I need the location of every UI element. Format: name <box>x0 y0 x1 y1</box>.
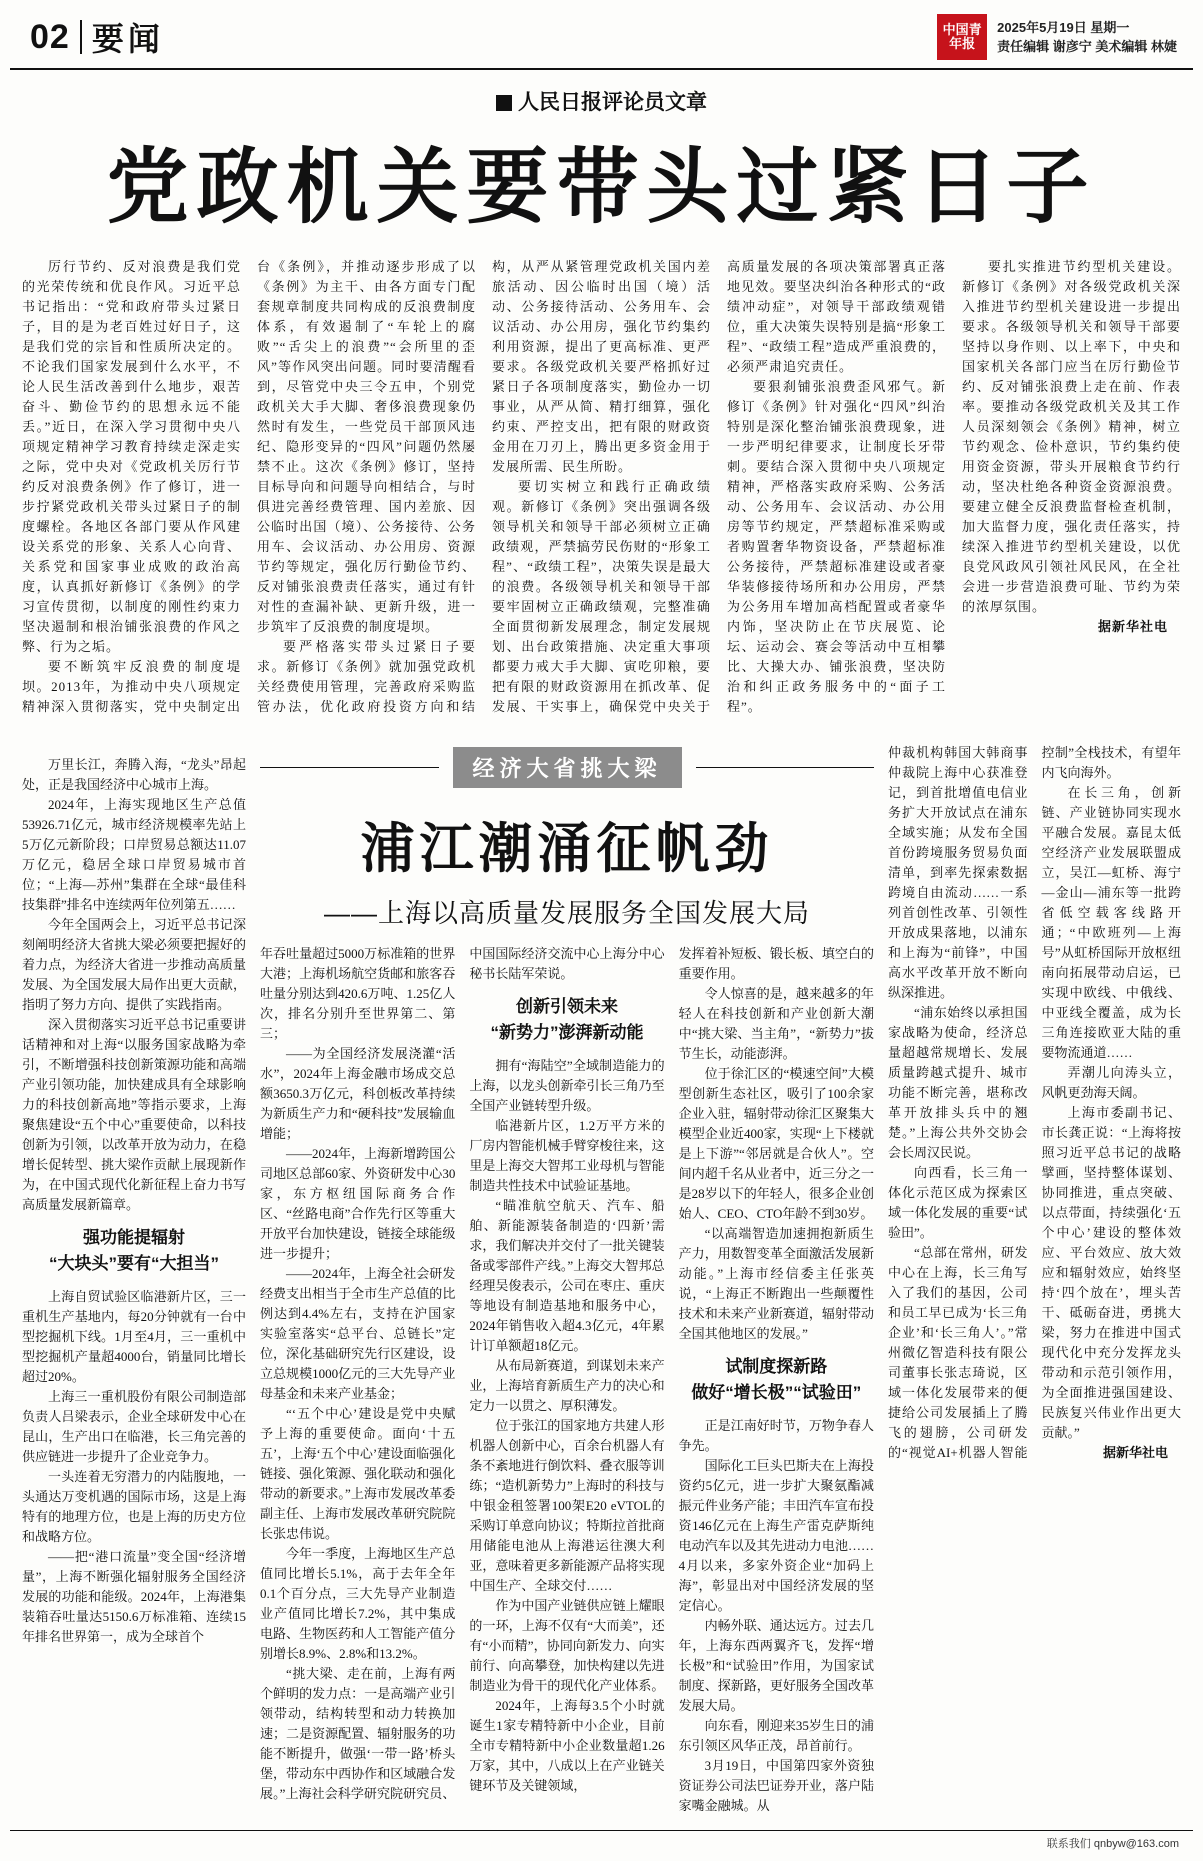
header-divider <box>80 20 82 54</box>
feature-middle-block <box>260 743 874 1816</box>
date-line: 2025年5月19日 星期一 <box>997 20 1130 35</box>
paragraph: 深入贯彻落实习近平总书记重要讲话精神和对上海“以服务国家战略为牵引，不断增强科技创新策源功能和高端产业引领功能，加快建成具有全球影响力的科技创新高地”等指示要求，上海聚焦建设“五个中心”重要使命，以科技创新为引领，以改革开放为动力，在稳增长促转型、挑大梁作贡献上展现新作为，在中国式现代化新征程上奋力书写高质量发展新篇章。 <box>22 1017 246 1212</box>
paragraph: “挑大梁、走在前，上海有两个鲜明的发力点：一是高端产业引领带动，结构转型和动力转换加速；二是资源配置、辐射服务的功能不断提升，做强‘一带一路’桥头堡，带动东中西协作和区域融合发展。”上海社会科学研究院研究员、中国国际经济交流中心上海分中心秘书长陆军荣说。 <box>260 946 665 1801</box>
paragraph: 从布局新赛道，到谋划未来产业，上海培育新质生产力的决心和定力一以贯之、厚积薄发。 <box>469 1358 665 1413</box>
paragraph: 向东看，刚迎来35岁生日的浦东引领区风华正茂，昂首前行。 <box>678 1718 874 1753</box>
subhead: 创新引领未来 “新势力”澎湃新动能 <box>490 997 644 1042</box>
feature-middle-columns <box>260 944 874 1816</box>
paragraph: 2024年，上海每3.5个小时就诞生1家专精特新中小企业，目前全市专精特新中小企业数量超1.26万家，其中，八成以上在产业链关键环节及关键领域， <box>469 1698 665 1793</box>
paragraph: 要扎实推进节约型机关建设。新修订《条例》对各级党政机关深入推进节约型机关建设进一步提出要求。各级领导机关和领导干部要坚持以身作则、以上率下，中央和国家机关各部门应当在厉行勤俭节约、反对铺张浪费上走在前、作表率。要推动各级党政机关及其工作人员深刻领会《条例》精神，树立节约观念、俭朴意识，节约集约使用资金资源，带头开展粮食节约行动，坚决杜绝各种资金资源浪费。要建立健全反浪费监督检查机制，加大监督力度，强化责任落实，持续深入推进节约型机关建设，以优良党风政风引领社风民风，在全社会进一步营造浪费可耻、节约为荣的浓厚氛围。 <box>962 259 1181 614</box>
article1-body <box>8 257 1195 717</box>
paragraph: 年吞吐量超过5000万标准箱的世界大港；上海机场航空货邮和旅客吞吐量分别达到420.6万吨、1.25亿人次，排名分别升至世界第二、第三； <box>260 946 456 1041</box>
feature-left-column <box>22 743 246 1816</box>
paragraph: 厉行节约、反对浪费是我们党的光荣传统和优良作风。习近平总书记指出：“党和政府带头过紧日子，目的是为老百姓过好日子，这是我们党的宗旨和性质所决定的。不论我们国家发展到什么水平，不论人民生活改善到什么地步，艰苦奋斗、勤俭节约的思想永远不能丢。”近日，在深入学习贯彻中央八项规定精神学习教育持续走深走实之际，党中央对《党政机关厉行节约反对浪费条例》作了修订，进一步拧紧党政机关带头过紧日子的制度螺栓。各地区各部门要从作风建设关系党的形象、关系人心向背、关系党和国家事业成败的政治高度，认真抓好新修订《条例》的学习宣传贯彻，以制度的刚性约束力坚决遏制和根治铺张浪费的作风之弊、行为之垢。 <box>22 259 241 654</box>
paragraph: ——为全国经济发展浇灌“活水”，2024年上海金融市场成交总额3650.3万亿元，科创板改革持续为新质生产力和“硬科技”发展输血增能； <box>260 1046 456 1141</box>
page-header <box>8 10 1195 68</box>
paragraph: 要切实树立和践行正确政绩观。新修订《条例》突出强调各级领导机关和领导干部必须树立正确政绩观，严禁搞劳民伤财的“形象工程”、“政绩工程”，决策失误是最大的浪费。各级领导机关和领导干部要牢固树立正确政绩观，完整准确全面贯彻新发展理念，制定发展规划、出台政策措施、决定重大事项都要力戒大手大脚、寅吃卯粮，要把有限的财政资源用在抓改革、促发展、干实事上，确保党中央关于高质量发展的各项决策部署真正落地见效。要坚决纠治各种形式的“政绩冲动症”，对领导干部政绩观错位，重大决策失误特别是搞“形象工程”、“政绩工程”造成严重浪费的，必须严肃追究责任。 <box>492 259 946 714</box>
feature-subtitle: ——上海以高质量发展服务全国发展大局 <box>323 898 810 928</box>
subhead: 试制度探新路 做好“增长极”“试验田” <box>691 1357 862 1402</box>
paragraph: 位于徐汇区的“模速空间”大模型创新生态社区，吸引了100余家企业入驻，辐射带动徐汇区聚集大模型企业近400家，实现“上下楼就是上下游”“邻居就是合伙人”。空间内超千名从业者中，近三分之一是28岁以下的年轻人，很多企业创始人、CEO、CTO年龄不到30岁。 <box>678 1066 874 1221</box>
paragraph: 要狠刹铺张浪费歪风邪气。新修订《条例》针对强化“四风”纠治特别是深化整治铺张浪费现象，进一步严明纪律要求，让制度长牙带刺。要结合深入贯彻中央八项规定精神，严格落实政府采购、公务活动、公务用车、会议活动、办公用房等节约规定，严禁超标准采购或者购置奢华物资设备，严禁超标准公务接待，严禁超标准建设或者豪华装修接待场所和办公用房，严禁为公务用车增加高档配置或者豪华内饰，坚决防止在节庆展览、论坛、运动会、赛会等活动中互相攀比、大操大办、铺张浪费，坚决防治和纠正政务服务中的“面子工程”。 <box>727 379 946 714</box>
paragraph: 向西看，长三角一体化示范区成为探索区域一体化发展的重要“试验田”。 <box>888 1165 1028 1240</box>
article1-headline: 党政机关要带头过紧日子 <box>106 142 1097 233</box>
paragraph: 要不断筑牢反浪费的制度堤坝。2013年，为推动中央八项规定精神深入贯彻落实，党中央制定出台《条例》，并推动逐步形成了以《条例》为主干、由各方面专门配套规章制度共同构成的反浪费制度体系，有效遏制了“车轮上的腐败”“舌尖上的浪费”“会所里的歪风”等作风突出问题。同时要清醒看到，尽管党中央三令五申，个别党政机关大手大脚、奢侈浪费现象仍然时有发生，一些党员干部顶风违纪、隐形变异的“四风”问题仍然屡禁不止。这次《条例》修订，坚持目标导向和问题导向相结合，与时俱进完善经费管理、国内差旅、因公临时出国（境）、公务接待、公务用车、会议活动、办公用房、资源节约等规定，强化厉行勤俭节约、反对铺张浪费责任落实，通过有针对性的查漏补缺、更新升级，进一步筑牢了反浪费的制度堤坝。 <box>22 259 476 714</box>
feature-title: 浦江潮涌征帆劲 <box>360 819 774 879</box>
paragraph: 令人惊喜的是，越来越多的年轻人在科技创新和产业创新大潮中“挑大梁、当主角”，“新势力”拔节生长，动能澎湃。 <box>678 986 874 1061</box>
paragraph: 要严格落实带头过紧日子要求。新修订《条例》就加强党政机关经费使用管理，完善政府采购监管办法，优化政府投资方向和结构，从严从紧管理党政机关国内差旅活动、因公临时出国（境）活动、公务接待活动、公务用车、会议活动、办公用房，强化节约集约利用资源，提出了更高标准、更严要求。各级党政机关要严格抓好过紧日子各项制度落实，勤俭办一切事业，从严从简、精打细算，强化约束、严控支出，把有限的财政资金用在刀刃上，腾出更多资金用于发展所需、民生所盼。 <box>257 259 711 714</box>
feature-badge-row <box>260 747 874 788</box>
paragraph: 拥有“海陆空”全域制造能力的上海，以龙头创新牵引长三角乃至全国产业链转型升级。 <box>469 1058 665 1113</box>
paragraph: 位于张江的国家地方共建人形机器人创新中心，百余台机器人有条不紊地进行倒饮料、叠衣服等训练；“造机新势力”上海时的科技与中银金租签署100架E20 eVTOL的采购订单意向协议；特斯拉首批商用储能电池从上海港运往澳大利亚，意味着更多新能源产品将实现中国生产、全球交付…… <box>469 1418 665 1593</box>
paragraph: “‘五个中心’建设是党中央赋予上海的重要使命。面向‘十五五’，上海‘五个中心’建设面临强化链接、强化策源、强化联动和强化带动的新要求。”上海市发展改革委副主任、上海市发展改革研究院院长张忠伟说。 <box>260 1406 456 1541</box>
masthead-block <box>937 14 1177 60</box>
paragraph: 正是江南好时节，万物争春人争先。 <box>678 1418 874 1453</box>
paragraph: 内畅外联、通达远方。过去几年，上海东西两翼齐飞，发挥“增长极”和“试验田”作用，为国家试制度、探新路，更好服务全国改革发展大局。 <box>678 1618 874 1713</box>
paragraph: “以高端智造加速拥抱新质生产力，用数智变革全面激活发展新动能。”上海市经信委主任张英说，“上海正不断跑出一些颠覆性技术和未来产业新赛道，辐射带动全国其他地区的发展。” <box>678 1226 874 1341</box>
paragraph: 今年全国两会上，习近平总书记深刻阐明经济大省挑大梁必须要把握好的着力点，为经济大省进一步推动高质量发展、为全国发展大局作出更大贡献，指明了努力方向、提供了实践指南。 <box>22 917 246 1012</box>
byline: 据新华社电 <box>1097 619 1168 634</box>
paragraph: 国际化工巨头巴斯夫在上海投资约5亿元，进一步扩大聚氨酯减振元件业务产能；丰田汽车宣布投资146亿元在上海生产雷克萨斯纯电动汽车以及其先进动力电池……4月以来，多家外资企业“加码上海”，彰显出对中国经济发展的坚定信心。 <box>678 1458 874 1613</box>
article1-kicker <box>8 86 1195 116</box>
date-editors <box>997 18 1177 56</box>
paragraph: 上海三一重机股份有限公司制造部负责人吕梁表示，企业全球研发中心在昆山，生产出口在临港，长三角完善的供应链进一步提升了企业竞争力。 <box>22 1389 246 1464</box>
feature-titleblock <box>260 747 874 930</box>
editors-line: 责任编辑 谢彦宁 美术编辑 林婕 <box>997 39 1177 54</box>
article1-kicker-text: 人民日报评论员文章 <box>518 91 707 114</box>
paragraph: 上海自贸试验区临港新片区，三一重机生产基地内，每20分钟就有一台中型挖掘机下线。1月至4月，三一重机中型挖掘机产量超4000台，销量同比增长超过20%。 <box>22 1289 246 1384</box>
paragraph: 弄潮儿向涛头立，风帆更劲海天阔。 <box>1041 1065 1181 1100</box>
paragraph: 一头连着无穷潜力的内陆腹地，一头通达万变机遇的国际市场，这是上海特有的地理方位，也是上海的历史方位和战略方位。 <box>22 1469 246 1544</box>
paragraph: 作为中国产业链供应链上耀眼的一环，上海不仅有“大而美”，还有“小而精”，协同向新发力、向实前行、向高攀登，加快构建以先进制造业为骨干的现代化产业体系。 <box>469 1598 665 1693</box>
header-rule <box>10 68 1193 70</box>
page-number: 02 <box>30 17 70 56</box>
footer-contact: 联系我们 qnbyw@163.com <box>1046 1838 1179 1850</box>
feature-section <box>8 743 1195 1816</box>
paragraph: 万里长江，奔腾入海，“龙头”昂起处，正是我国经济中心城市上海。 <box>22 757 246 792</box>
paragraph: 2024年，上海实现地区生产总值53926.71亿元，城市经济规模率先站上5万亿元新阶段；口岸贸易总额达11.07万亿元，稳居全球口岸贸易城市首位；“上海—苏州”集群在全球“最佳科技集群”排名中连续两年位列第五…… <box>22 797 246 912</box>
paragraph: 临港新片区，1.2万平方米的厂房内智能机械手臂穿梭往来，这里是上海交大智邦工业母机与智能制造共性技术中试验证基地。 <box>469 1118 665 1193</box>
paragraph: 在长三角，创新链、产业链协同实现水平融合发展。嘉昆太低空经济产业发展联盟成立，吴江—虹桥、海宁—金山—浦东等一批跨省低空载客线路开通；“中欧班列—上海号”从虹桥国际开放枢纽南向拓展带动启运，已实现中欧线、中俄线、中亚线全覆盖，成为长三角连接欧亚大陆的重要物流通道…… <box>1041 785 1181 1060</box>
paragraph: ——把“港口流量”变全国“经济增量”，上海不断强化辐射服务全国经济发展的功能和能级。2024年，上海港集装箱吞吐量达5150.6万标准箱、连续15年排名世界第一，成为全球首个 <box>22 1549 246 1644</box>
paragraph: “瞄准航空航天、汽车、船舶、新能源装备制造的‘四新’需求，我们解决并交付了一批关键装备或零部件产线。”上海交大智邦总经理吴俊表示，公司在枣庄、重庆等地设有制造基地和服务中心，2024年销售收入超4.3亿元，4年累计订单额超18亿元。 <box>469 1198 665 1353</box>
masthead-logo: 中国青年报 <box>937 14 987 60</box>
paragraph: 今年一季度，上海地区生产总值同比增长5.1%，高于去年全年0.1个百分点，三大先导产业制造业产值同比增长7.2%，其中集成电路、生物医药和人工智能产值分别增长8.9%、2.8%和13.2%。 <box>260 1546 456 1661</box>
paragraph: ——2024年，上海全社会研发经费支出相当于全市生产总值的比例达到4.4%左右，支持在沪国家实验室落实“总平台、总链长”定位，深化基础研究先行区建设，设立总规模1000亿元的三大先导产业母基金和未来产业基金； <box>260 1266 456 1401</box>
paragraph: 3月19日，中国第四家外资独资证券公司法巴证券开业，落户陆家嘴金融城。从 <box>678 1758 874 1813</box>
paragraph: 发挥着补短板、锻长板、填空白的重要作用。 <box>678 946 874 981</box>
badge-rule-left <box>260 767 439 768</box>
paragraph: “浦东始终以承担国家战略为使命，经济总量超越常规增长、发展质量跨越式提升、城市功能不断完善，堪称改革开放排头兵中的翘楚。”上海公共外交协会会长周汉民说。 <box>888 1005 1028 1160</box>
black-square-icon <box>496 95 512 111</box>
paragraph: “总部在常州，研发中心在上海，长三角写入了我们的基因，公司和员工早已成为‘长三角企业’和‘长三角人’。”常州微亿智造科技有限公司董事长张志琦说，区域一体化发展带来的便捷给公司发展插上了腾飞的翅膀，公司研发的“视觉AI+机器人智能控制”全栈技术，有望年内飞向海外。 <box>888 745 1181 1460</box>
feature-right-columns <box>888 743 1181 1816</box>
paragraph: 上海市委副书记、市长龚正说：“上海将按照习近平总书记的战略擘画，坚持整体谋划、协同推进，重点突破、以点带面，持续强化‘五个中心’建设的整体效应、平台效应、放大效应和辐射效应，始终坚持‘四个放在’，埋头苦干、砥砺奋进，勇挑大梁，努力在推进中国式现代化中充分发挥龙头带动和示范引领作用，为全面推进强国建设、民族复兴伟业作出更大贡献。” <box>1041 1105 1181 1440</box>
section-title: 要闻 <box>91 21 164 57</box>
paragraph: ——2024年，上海新增跨国公司地区总部60家、外资研发中心30家，东方枢纽国际商务合作区、“丝路电商”合作先行区等重大开放平台加快建设，链接全球能级进一步提升； <box>260 1146 456 1261</box>
paragraph: 仲裁机构韩国大韩商事仲裁院上海中心获准登记，到首批增值电信业务扩大开放试点在浦东全域实施；从发布全国首份跨境服务贸易负面清单，到率先探索数据跨境自由流动……一系列首创性改革、引领性开放成果落地，以浦东和上海为“前锋”，中国高水平改革开放不断向纵深推进。 <box>888 745 1028 1000</box>
page-number-section <box>30 14 164 60</box>
feature-badge: 经济大省挑大梁 <box>453 747 682 788</box>
badge-rule-right <box>696 767 875 768</box>
byline: 据新华社电 <box>1102 1445 1168 1460</box>
subhead: 强功能提辐射 “大块头”要有“大担当” <box>49 1228 219 1273</box>
footer-rule <box>10 1830 1193 1831</box>
